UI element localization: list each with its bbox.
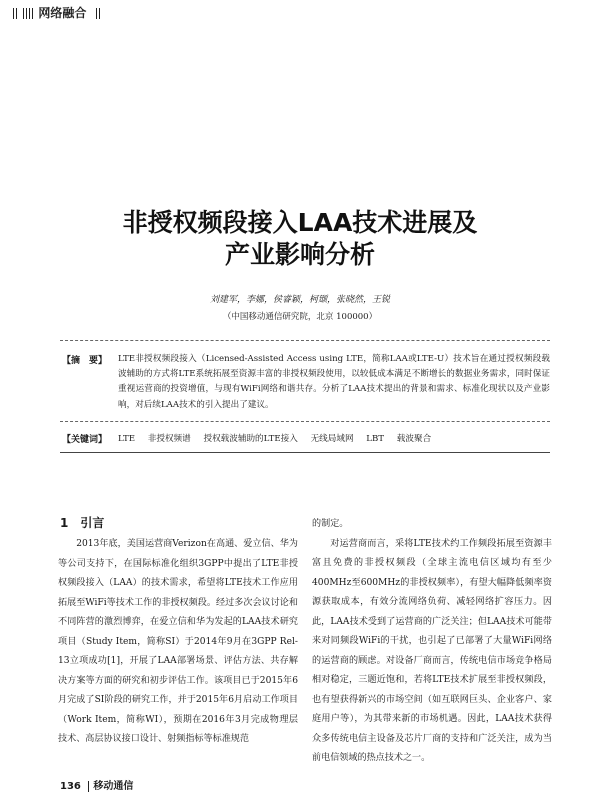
body-column-left bbox=[58, 535, 298, 750]
body-paragraph: 对运营商而言，采将LTE技术约工作频段拓展至资源丰富且免费的非授权频段（全球主流电信区域均有至少400MHz至600MHz的非授权频率），有望大幅降低频率资源获取成本，有效分流网络负荷、减轻网络扩容压力。因此，LAA技术受到了运营商的广泛关注；但LAA技术可能带来对同频段WiFi的干扰，也引起了已部署了大量WiFi网络的运营商的顾虑。对设备厂商而言，传统电信市场竞争格局相对稳定，三题近饱和，若将LTE技术扩展至非授权频段，也有望获得新兴的市场空间（如互联网巨头、企业客户、家庭用户等），为其带来新的市场机遇。因此，LAA技术获得众多传统电信主设备及芯片厂商的支持和广泛关注，成为当前电信领域的热点技术之一。 bbox=[312, 538, 552, 763]
page-number: 136 bbox=[60, 781, 81, 792]
abstract-label: 【摘 要】 bbox=[62, 356, 108, 366]
divider-middle bbox=[60, 421, 550, 422]
section-number: 1 bbox=[60, 516, 69, 530]
keyword-item: 授权载波辅助的LTE接入 bbox=[203, 434, 298, 444]
journal-name: 移动通信 bbox=[93, 781, 134, 792]
page-title-line-2: 产业影响分析 bbox=[224, 240, 375, 269]
body-paragraph: 2013年底，美国运营商Verizon在高通、爱立信、华为等公司支持下，在国际标准化组织3GPP中提出了LTE非授权频段接入（LAA）的技术需求，希望将LTE技术工作应用拓展至WiFi等技术工作的非授权频段。经过多次会议讨论和不同阵营的激烈博弈，在爱立信和华为发起的LAA技术研究项目（Study Item，简称SI）于2014年9月在3GPP Rel-13立项成功[1]，开展了LAA部署场景、评估方法、共存解决方案等方面的研究和初步评估工作。该项目已于2015年6月完成了SI阶段的研究工作，并于2015年6月启动工作项目（Work Item，简称WI），预期在2016年3月完成物理层技术、高层协议接口设计、射频指标等标准规范 bbox=[58, 539, 298, 744]
running-header bbox=[12, 4, 101, 21]
keyword-item: 非授权频谱 bbox=[147, 434, 191, 444]
page-footer bbox=[60, 777, 133, 792]
keyword-item: 无线局域网 bbox=[310, 434, 354, 444]
section-heading bbox=[60, 514, 104, 531]
divider-top bbox=[60, 340, 550, 341]
keywords-label: 【关键词】 bbox=[62, 435, 108, 445]
section-title: 引言 bbox=[80, 516, 105, 530]
body-paragraph-continued: 的制定。 bbox=[312, 519, 349, 529]
keyword-item: LTE bbox=[118, 434, 136, 444]
keyword-item: LBT bbox=[366, 434, 385, 444]
keywords-list bbox=[118, 432, 550, 444]
page-title-line-1: 非授权频段接入LAA技术进展及 bbox=[122, 208, 478, 237]
abstract-text: LTE非授权频段接入（Licensed-Assisted Access using LTE，简称LAA或LTE-U）技术旨在通过授权频段载波辅助的方式将LTE系统拓展至资源丰富的非授权频段使用，以较低成本满足不断增长的数据业务需求，同时保证重视运营商的投资增值，与现有WiFi网络和谐共存。分析了LAA技术提出的背景和需求、标准化现状以及产业影响，对后续LAA技术的引入提出了建议。 bbox=[118, 354, 550, 410]
divider-bottom bbox=[60, 452, 550, 453]
keyword-item: 载波聚合 bbox=[396, 434, 432, 444]
author-affiliation: （中国移动通信研究院，北京 100000） bbox=[222, 312, 378, 322]
author-list: 刘建军，李娜，侯睿颖，柯颋，张晓然，王锐 bbox=[209, 295, 390, 305]
header-section-label: 网络融合 bbox=[38, 6, 87, 20]
body-column-right bbox=[312, 515, 552, 769]
